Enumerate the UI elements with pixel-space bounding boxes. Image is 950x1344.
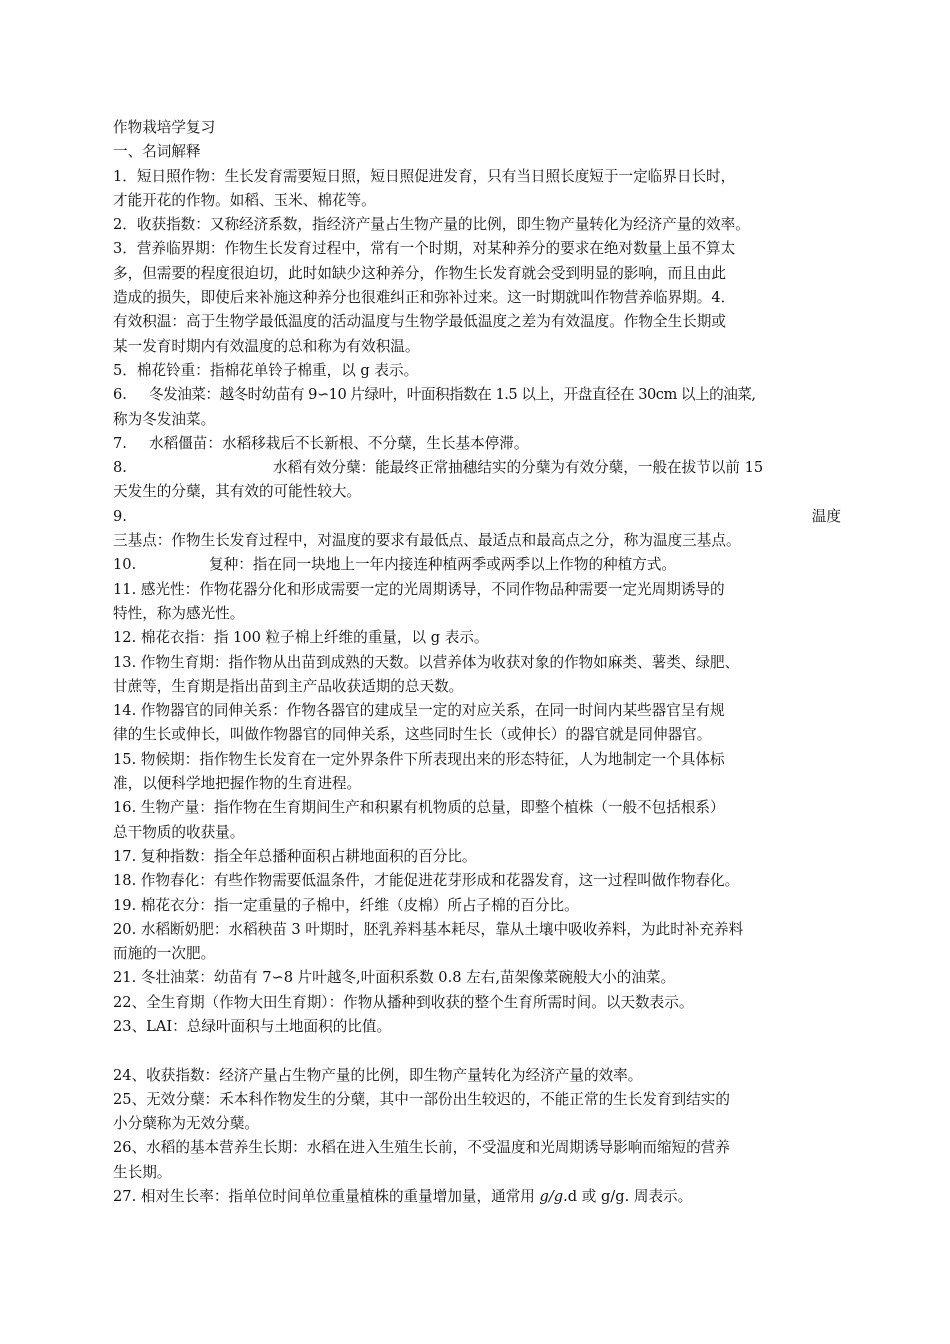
term-24-line-1: 24、收获指数：经济产量占生物产量的比例，即生物产量转化为经济产量的效率。: [113, 1066, 643, 1084]
term-14-line-1: 14. 作物器官的同伸关系：作物各器官的建成呈一定的对应关系，在同一时间内某些器官呈有规: [113, 702, 725, 720]
term-6-text: 冬发油菜：越冬时幼苗有 9∽10 片绿叶，叶面积指数在 1.5 以上，开盘直径在 30cm 以上的油菜,: [149, 386, 756, 404]
term-7-line-1: [113, 432, 841, 456]
term-26-line-2: 生长期。: [113, 1163, 172, 1181]
term-8-number: 8.: [113, 459, 127, 477]
term-19-line-1: 19. 棉花衣分：指一定重量的子棉中，纤维（皮棉）所占子棉的百分比。: [113, 896, 579, 914]
term-20-line-1: 20. 水稻断奶肥：水稻秧苗 3 叶期时，胚乳养料基本耗尽，靠从土壤中吸收养料，为此时补充养料: [113, 920, 744, 938]
term-4-line-1: 有效积温：高于生物学最低温度的活动温度与生物学最低温度之差为有效温度。作物全生长期或: [113, 313, 726, 331]
term-2-line-1: 2．收获指数：又称经济系数，指经济产量占生物产量的比例，即生物产量转化为经济产量的效率。: [113, 216, 750, 234]
term-9-line-2: 三基点：作物生长发育过程中，对温度的要求有最低点、最适点和最高点之分，称为温度三基点。: [113, 532, 741, 550]
term-10-text: 复种：指在同一块地上一年内接连种植两季或两季以上作物的种植方式。: [209, 556, 677, 574]
term-5-line-1: 5．棉花铃重：指棉花单铃子棉重，以 g 表示。: [113, 361, 419, 379]
term-8-line-1: [113, 456, 841, 480]
term-16-line-1: 16. 生物产量：指作物在生育期间生产和积累有机物质的总量，即整个植株（一般不包括根系）: [113, 799, 725, 817]
term-6-line-2: 称为冬发油菜。: [113, 410, 216, 428]
term-27-italic-unit: g/g.: [539, 1188, 568, 1206]
term-14-line-2: 律的生长或伸长，叫做作物器官的同伸关系，这些同时生长（或伸长）的器官就是同伸器官。: [113, 726, 712, 744]
term-27-line-1: [113, 1185, 841, 1209]
term-10-line-1: [113, 553, 841, 577]
term-13-line-2: 甘蔗等，生育期是指出苗到主产品收获适期的总天数。: [113, 677, 464, 695]
document-title: 作物栽培学复习: [113, 119, 216, 136]
section-heading: 一、名词解释: [113, 143, 201, 161]
term-9-text-start: 温度: [811, 507, 841, 525]
blank-line: [113, 1039, 841, 1063]
term-15-line-1: 15. 物候期：指作物生长发育在一定外界条件下所表现出来的形态特征，人为地制定一个具体标: [113, 750, 725, 768]
term-26-line-1: 26、水稻的基本营养生长期：水稻在进入生殖生长前，不受温度和光周期诱导影响而缩短的营养: [113, 1139, 730, 1157]
term-8-line-2: 天发生的分蘖，其有效的可能性较大。: [113, 483, 362, 501]
term-15-line-2: 准，以便科学地把握作物的生育进程。: [113, 775, 362, 793]
term-4-line-2: 某一发育时期内有效温度的总和称为有效积温。: [113, 337, 420, 355]
term-3-line-2: 多，但需要的程度很迫切，此时如缺少这种养分，作物生长发育就会受到明显的影响，而且由此: [113, 264, 726, 282]
term-11-line-2: 特性，称为感光性。: [113, 604, 245, 622]
term-3-line-1: 3．营养临界期：作物生长发育过程中，常有一个时期，对某种养分的要求在绝对数量上虽不算太: [113, 240, 736, 258]
term-11-line-1: 11. 感光性：作物花器分化和形成需要一定的光周期诱导，不同作物品种需要一定光周期诱导的: [113, 580, 725, 598]
term-7-number: 7.: [113, 434, 127, 452]
term-27-text-start: 27. 相对生长率：指单位时间单位重量植株的重量增加量，通常用: [113, 1188, 535, 1206]
term-16-line-2: 总干物质的收获量。: [113, 823, 245, 841]
term-23-line-1: 23、LAI：总绿叶面积与土地面积的比值。: [113, 1017, 392, 1035]
term-7-text: 水稻僵苗：水稻移栽后不长新根、不分蘖，生长基本停滞。: [149, 434, 529, 452]
document-page: [113, 116, 841, 1209]
term-25-line-2: 小分蘖称为无效分蘖。: [113, 1115, 259, 1133]
term-1-line-2: 才能开花的作物。如稻、玉米、棉花等。: [113, 191, 376, 209]
term-27-text-end: d 或 g/g. 周表示。: [567, 1188, 693, 1206]
term-18-line-1: 18. 作物春化：有些作物需要低温条件，才能促进花芽形成和花器发育，这一过程叫做作物春化。: [113, 872, 740, 890]
term-9-line-1: [113, 505, 841, 529]
term-1-line-1: 1．短日照作物：生长发育需要短日照，短日照促进发育，只有当日照长度短于一定临界日长时，: [113, 167, 736, 185]
term-12-line-1: 12. 棉花衣指：指 100 粒子棉上纤维的重量，以 g 表示。: [113, 629, 489, 647]
term-22-line-1: 22、全生育期（作物大田生育期）：作物从播种到收获的整个生育所需时间。以天数表示。: [113, 993, 694, 1011]
term-21-line-1: 21. 冬壮油菜：幼苗有 7∽8 片叶越冬,叶面积系数 0.8 左右,苗架像菜碗般大小的油菜。: [113, 969, 676, 987]
term-9-number: 9.: [113, 507, 127, 525]
term-3-line-3: 造成的损失，即使后来补施这种养分也很难纠正和弥补过来。这一时期就叫作物营养临界期。4．: [113, 289, 736, 307]
term-17-line-1: 17. 复种指数：指全年总播种面积占耕地面积的百分比。: [113, 847, 477, 865]
term-6-number: 6.: [113, 386, 127, 404]
term-20-line-2: 而施的一次肥。: [113, 945, 216, 963]
term-10-number: 10.: [113, 556, 137, 574]
term-25-line-1: 25、无效分蘖：禾本科作物发生的分蘖，其中一部份出生较迟的，不能正常的生长发育到结实的: [113, 1090, 730, 1108]
term-13-line-1: 13. 作物生育期：指作物从出苗到成熟的天数。以营养体为收获对象的作物如麻类、薯类、绿肥、: [113, 653, 740, 671]
term-8-text: 水稻有效分蘖：能最终正常抽穗结实的分蘖为有效分蘖，一般在拔节以前 15: [273, 459, 764, 477]
term-6-line-1: [113, 383, 841, 407]
